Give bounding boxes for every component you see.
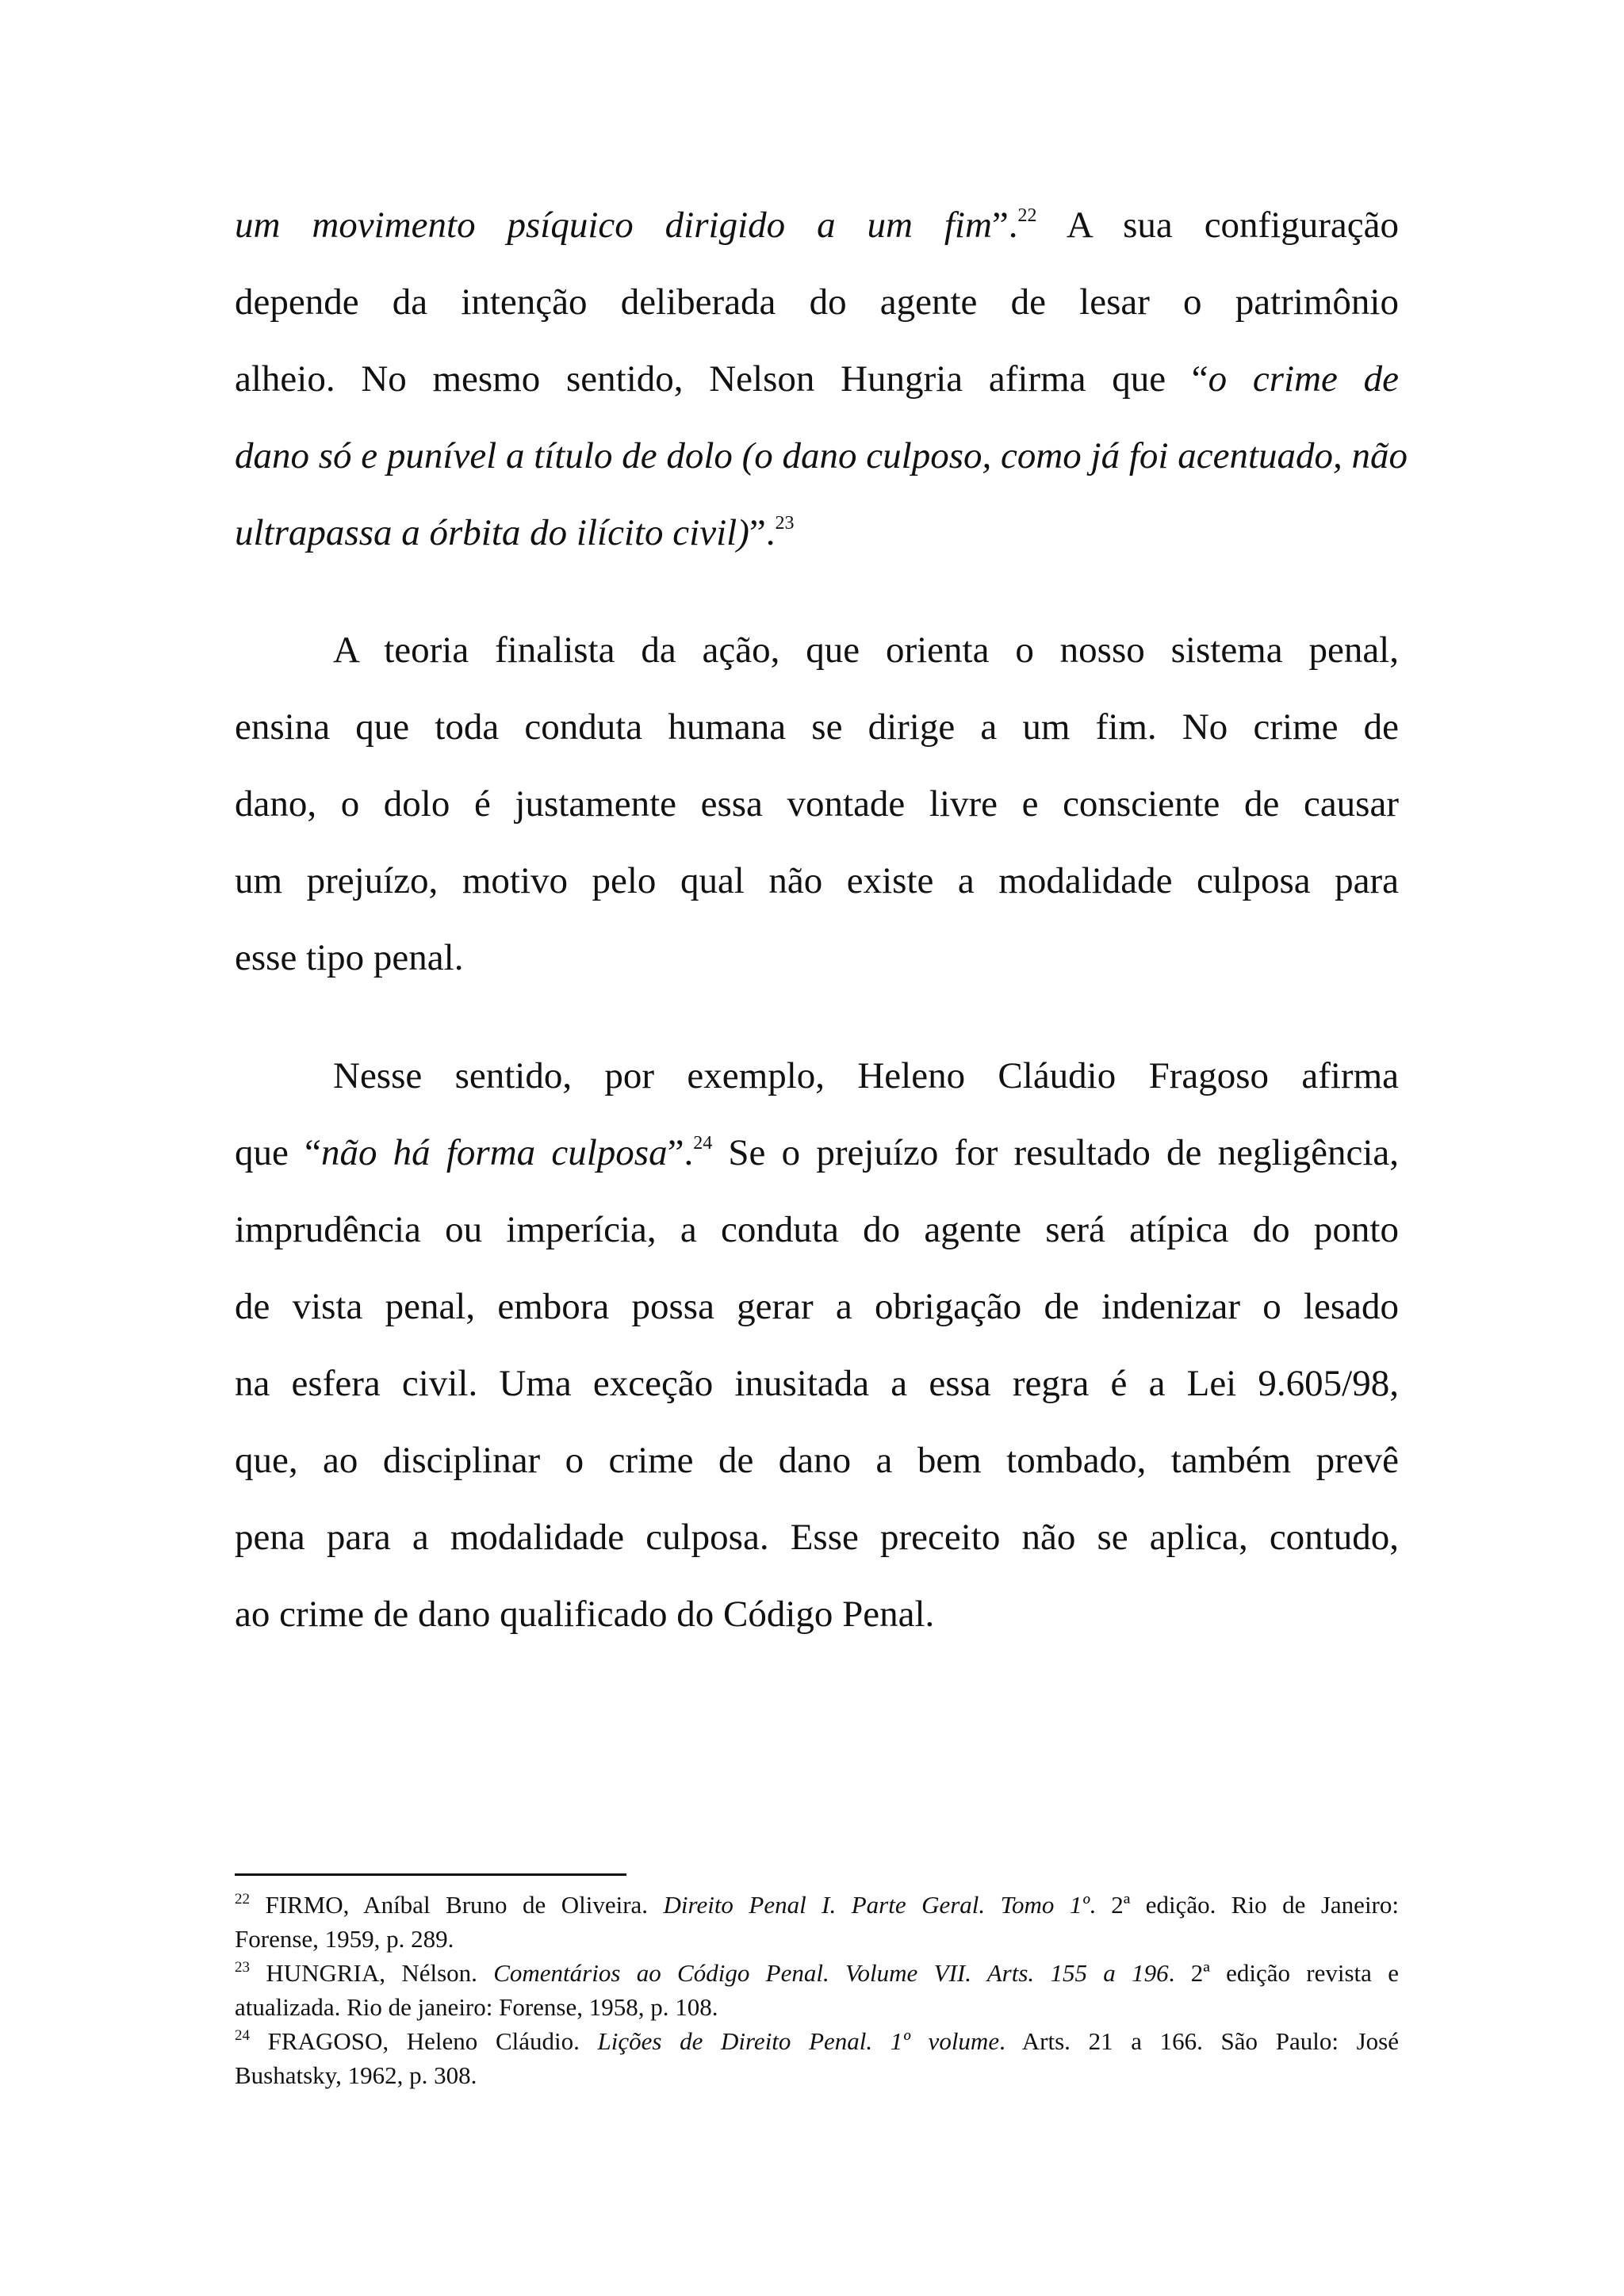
- text-run: A sua configuração: [1036, 205, 1399, 246]
- text-line: [235, 920, 1399, 997]
- text-run: . Arts. 21 a 166. São Paulo: José: [999, 2027, 1399, 2055]
- text-line: [235, 689, 1399, 766]
- text-run: que, ao disciplinar o crime de dano a bem tombado, também prevê: [235, 1440, 1399, 1481]
- footnote-reference: 24: [693, 1133, 713, 1154]
- text-run: Forense, 1959, p. 289.: [235, 1925, 454, 1953]
- text-run: Bushatsky, 1962, p. 308.: [235, 2061, 477, 2089]
- text-line: [235, 264, 1399, 341]
- text-line: [235, 766, 1399, 843]
- text-line: [235, 187, 1399, 264]
- text-line: [235, 1038, 1399, 1115]
- paragraph-3: [235, 1038, 1399, 1653]
- italic-text: não há forma culposa: [320, 1132, 668, 1173]
- text-run: esse tipo penal.: [235, 937, 464, 978]
- text-run: dano, o dolo é justamente essa vontade livre e consciente de causar: [235, 783, 1399, 825]
- footnote-number: 24: [235, 2027, 250, 2044]
- text-run: ”.: [991, 205, 1018, 246]
- text-run: Nesse sentido, por exemplo, Heleno Cláudio Fragoso afirma: [333, 1055, 1399, 1096]
- footnote-line: [235, 2024, 1399, 2058]
- text-line: [235, 1192, 1399, 1269]
- footnote-number: 22: [235, 1891, 250, 1908]
- footnote-line: [235, 1956, 1399, 1990]
- footnote-reference: 23: [775, 513, 795, 534]
- footnote-item: [235, 1956, 1399, 2024]
- italic-text: Direito Penal I. Parte Geral. Tomo 1º: [663, 1891, 1090, 1919]
- footnote-line: [235, 1888, 1399, 1922]
- footnote-reference: 22: [1017, 205, 1037, 226]
- text-run: ”.: [667, 1132, 694, 1173]
- text-line: [235, 1269, 1399, 1345]
- text-run: HUNGRIA, Nélson.: [250, 1959, 494, 1987]
- paragraph-2: [235, 612, 1399, 997]
- text-run: Se o prejuízo for resultado de negligência,: [712, 1132, 1399, 1173]
- text-run: . 2ª edição. Rio de Janeiro:: [1090, 1891, 1399, 1919]
- italic-text: Lições de Direito Penal. 1º volume: [597, 2027, 1000, 2055]
- italic-text: dano só e punível a título de dolo (o dano culposo, como já foi acentuado, não: [235, 435, 1408, 476]
- footnote-item: [235, 1888, 1399, 1956]
- text-run: um prejuízo, motivo pelo qual não existe a modalidade culposa para: [235, 860, 1399, 901]
- text-line: [235, 418, 1408, 495]
- text-run: na esfera civil. Uma exceção inusitada a essa regra é a Lei 9.605/98,: [235, 1363, 1399, 1404]
- italic-text: ultrapassa a órbita do ilícito civil): [235, 512, 749, 553]
- text-line: [235, 843, 1399, 920]
- italic-text: o crime de: [1208, 358, 1400, 400]
- italic-text: Comentários ao Código Penal. Volume VII. Arts. 155 a 196: [493, 1959, 1169, 1987]
- text-run: imprudência ou imperícia, a conduta do agente será atípica do ponto: [235, 1209, 1399, 1250]
- text-line: [235, 1345, 1399, 1422]
- footnotes: [235, 1888, 1399, 2092]
- text-line: [235, 1576, 1399, 1653]
- footnote-number: 23: [235, 1959, 250, 1976]
- text-run: FRAGOSO, Heleno Cláudio.: [250, 2027, 598, 2055]
- text-run: FIRMO, Aníbal Bruno de Oliveira.: [250, 1891, 664, 1919]
- footnote-line: [235, 1990, 1399, 2024]
- text-run: alheio. No mesmo sentido, Nelson Hungria afirma que “: [235, 358, 1208, 400]
- text-line: [235, 341, 1399, 418]
- text-line: [235, 1422, 1399, 1499]
- text-line: [235, 1115, 1399, 1192]
- text-run: atualizada. Rio de janeiro: Forense, 1958, p. 108.: [235, 1993, 718, 2021]
- text-line: [235, 1499, 1399, 1576]
- footnote-line: [235, 1922, 1399, 1956]
- text-run: ao crime de dano qualificado do Código Penal.: [235, 1594, 935, 1635]
- text-line: [235, 612, 1399, 689]
- text-run: de vista penal, embora possa gerar a obrigação de indenizar o lesado: [235, 1286, 1399, 1327]
- text-run: ”.: [749, 512, 776, 553]
- footnote-line: [235, 2058, 1399, 2092]
- text-run: que “: [235, 1132, 321, 1173]
- footnote-item: [235, 2024, 1399, 2092]
- footnote-separator: [235, 1873, 626, 1876]
- text-run: . 2ª edição revista e: [1168, 1959, 1399, 1987]
- text-line: [235, 495, 1399, 572]
- text-run: pena para a modalidade culposa. Esse preceito não se aplica, contudo,: [235, 1517, 1399, 1558]
- text-run: ensina que toda conduta humana se dirige a um fim. No crime de: [235, 706, 1399, 748]
- paragraph-1: [235, 187, 1408, 572]
- text-run: A teoria finalista da ação, que orienta o nosso sistema penal,: [333, 629, 1399, 671]
- italic-text: um movimento psíquico dirigido a um fim: [235, 205, 992, 246]
- text-run: depende da intenção deliberada do agente de lesar o patrimônio: [235, 281, 1399, 323]
